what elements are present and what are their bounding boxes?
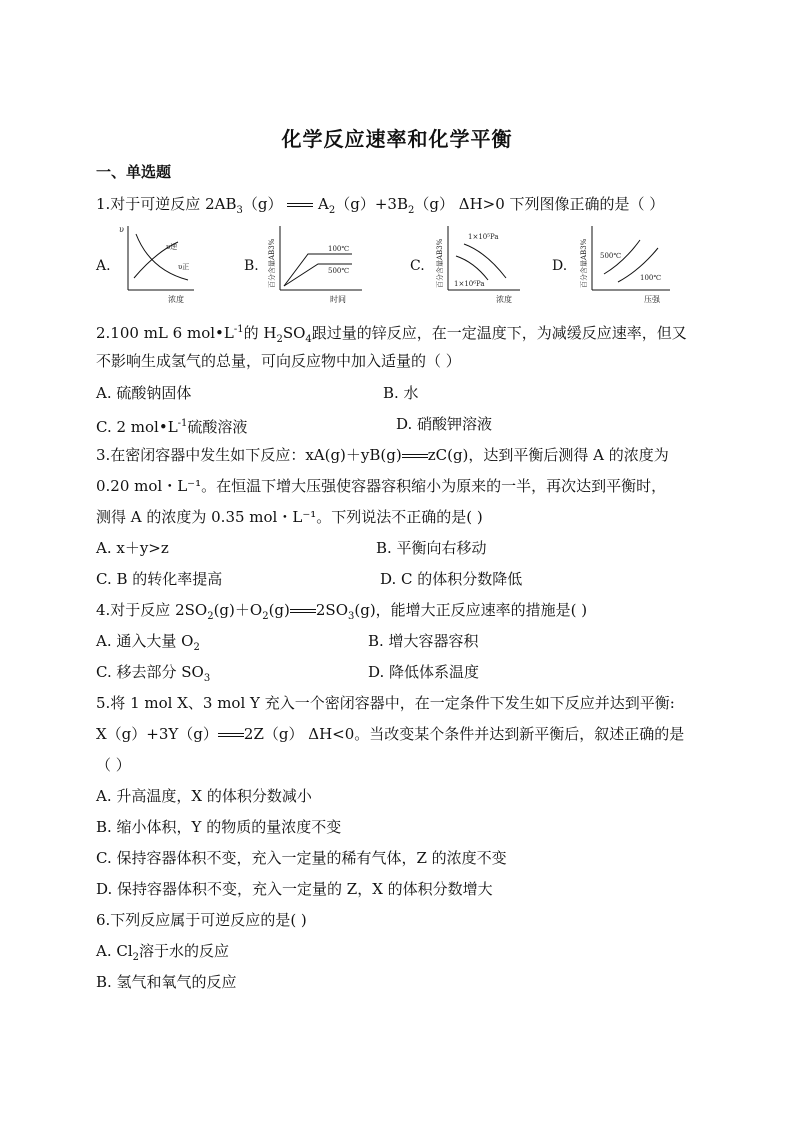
q1-option-d-label: D. (552, 258, 568, 274)
graph-c-curve2-label: 1×10⁶Pa (454, 280, 485, 288)
question-3-stem-line1: 3.在密闭容器中发生如下反应：xA(g)＋yB(g) zC(g)，达到平衡后测得 A 的浓度为 (96, 446, 669, 464)
question-5-stem-line1: 5.将 1 mol X、3 mol Y 充入一个密闭容器中，在一定条件下发生如下反应并达到平衡: (96, 694, 675, 712)
graph-d-curve2-label: 100℃ (640, 274, 662, 282)
question-3-stem-line2: 0.20 mol・L⁻¹。在恒温下增大压强使容器容积缩小为原来的一半，再次达到平衡时， (96, 477, 667, 495)
q3-option-b: B. 平衡向右移动 (376, 539, 487, 557)
graph-d-curve1-label: 500℃ (600, 252, 622, 260)
q3-option-a: A. x＋y>z (96, 539, 169, 557)
question-4-stem: 4.对于反应 $2SO_2(g)+O_2(g)$ $2SO_3(g)$，能增大正反应速率的措施是( ) (96, 601, 588, 622)
graph-a-curve2-label: υ正 (178, 263, 190, 271)
q5-option-a: A. 升高温度，X 的体积分数减小 (96, 787, 312, 805)
q6-option-b: B. 氢气和氧气的反应 (96, 973, 237, 991)
q1-option-c-label: C. (410, 258, 425, 274)
equilibrium-arrow-icon (290, 606, 316, 616)
q5-option-d: D. 保持容器体积不变，充入一定量的 Z，X 的体积分数增大 (96, 880, 493, 898)
graph-d-xlabel: 压强 (644, 295, 660, 304)
q3-option-c: C. B 的转化率提高 (96, 570, 223, 588)
graph-b-curve2-label: 500℃ (328, 267, 350, 275)
q3-option-d: D. C 的体积分数降低 (380, 570, 523, 588)
graph-c-xlabel: 浓度 (496, 295, 512, 304)
q2-option-b: B. 水 (383, 384, 419, 402)
q4-option-b: B. 增大容器容积 (368, 632, 479, 650)
equilibrium-arrow-icon (218, 730, 244, 740)
graph-b-xlabel: 时间 (330, 295, 346, 304)
question-5-stem-line3: （ ） (96, 756, 131, 774)
q6-option-a: A. $Cl_2$溶于水的反应 (96, 942, 230, 963)
q1-graph-b (262, 222, 366, 306)
q1-graph-c (430, 222, 524, 306)
graph-b-ylabel: 百分含量AB3% (268, 238, 276, 288)
question-2-stem-line1: 2.100 mL 6 $mol•L^{-1}$的 $H_2SO_4$跟过量的锌反应，在一定温度下，为减缓反应速率，但又 (96, 324, 687, 345)
equilibrium-arrow-icon (402, 451, 428, 461)
q2-option-a: A. 硫酸钠固体 (96, 384, 192, 402)
q1-option-a-label: A. (96, 258, 111, 274)
q4-option-d: D. 降低体系温度 (368, 663, 480, 681)
graph-c-curve1-label: 1×10⁵Pa (468, 233, 499, 241)
q1-option-b-label: B. (244, 258, 259, 274)
question-1-stem: 1.对于可逆反应 $2AB_3(g)$ $A_2(g)+3B_2(g)$ ΔH>0 下列图像正确的是（ ） (96, 195, 665, 216)
q4-option-c: C. 移去部分 $SO_3$ (96, 663, 211, 684)
q1-graph-d (574, 222, 674, 306)
graph-c-ylabel: 百分含量AB3% (436, 238, 444, 288)
q5-option-b: B. 缩小体积，Y 的物质的量浓度不变 (96, 818, 342, 836)
q5-option-c: C. 保持容器体积不变，充入一定量的稀有气体，Z 的浓度不变 (96, 849, 507, 867)
question-2-stem-line2: 不影响生成氢气的总量，可向反应物中加入适量的（ ） (96, 352, 461, 370)
graph-c-curve-high (464, 244, 506, 278)
graph-d-ylabel: 百分含量AB3% (580, 238, 588, 288)
graph-a-ylabel: υ (119, 225, 124, 234)
graph-c-curve-low (456, 256, 488, 280)
q2-option-c: C. 2 $mol•L^{-1}$硫酸溶液 (96, 418, 248, 436)
question-6-stem: 6.下列反应属于可逆反应的是( ) (96, 911, 307, 929)
equilibrium-arrow-icon (287, 200, 313, 210)
section-heading: 一、单选题 (96, 163, 172, 181)
question-5-stem-line2: X（g）+3Y（g） 2Z（g） ΔH<0。当改变某个条件并达到新平衡后，叙述正确的是 (96, 725, 685, 743)
q4-option-a: A. 通入大量 $O_2$ (96, 632, 200, 653)
graph-a-xlabel: 浓度 (168, 295, 184, 304)
page-title: 化学反应速率和化学平衡 (281, 127, 513, 151)
q2-option-d: D. 硝酸钾溶液 (396, 415, 493, 433)
graph-a-curve1-label: υ逆 (166, 243, 178, 251)
q1-graph-a (116, 222, 196, 306)
graph-a-curve-forward (136, 234, 188, 280)
graph-b-curve1-label: 100℃ (328, 245, 350, 253)
question-3-stem-line3: 测得 A 的浓度为 0.35 mol・L⁻¹。下列说法不正确的是( ) (96, 508, 483, 526)
